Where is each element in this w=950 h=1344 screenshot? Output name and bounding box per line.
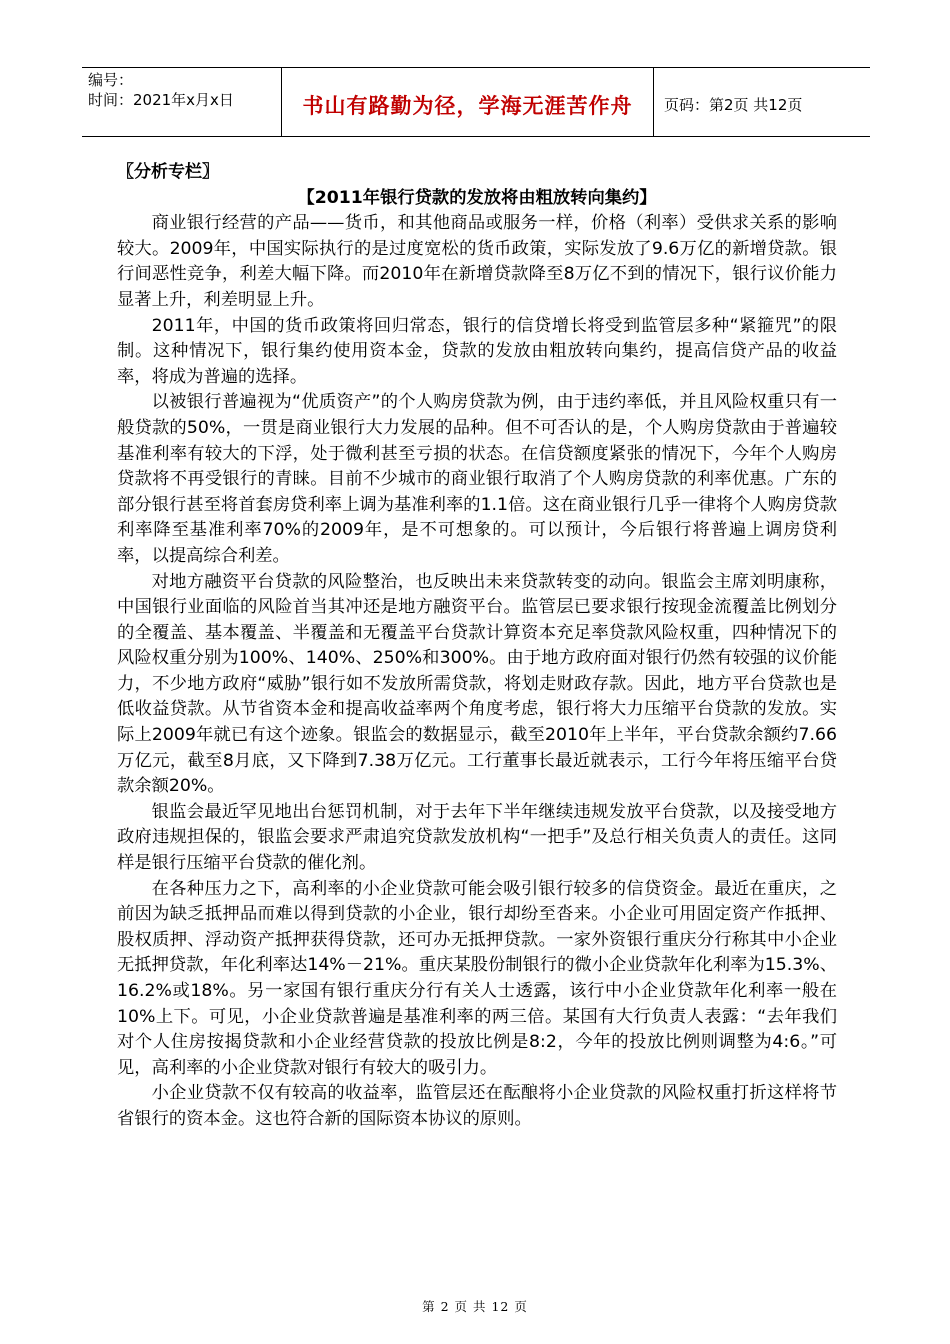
paragraph: 对地方融资平台贷款的风险整治，也反映出未来贷款转变的动向。银监会主席刘明康称，中国银行业面临的风险首当其冲还是地方融资平台。监管层已要求银行按现金流覆盖比例划分的全覆盖、基本覆盖、半覆盖和无覆盖平台贷款计算资本充足率贷款风险权重，四种情况下的风险权重分别为100%、140%、250%和300%。由于地方政府面对银行仍然有较强的议价能力，不少地方政府“威胁”银行如不发放所需贷款，将划走财政存款。因此，地方平台贷款也是低收益贷款。从节省资本金和提高收益率两个角度考虑，银行将大力压缩平台贷款的发放。实际上2009年就已有这个迹象。银监会的数据显示，截至2010年上半年，平台贷款余额约7.66万亿元，截至8月底，又下降到7.38万亿元。工行董事长最近就表示，工行今年将压缩平台贷款余额20%。 [117, 571, 837, 797]
header-motto: 书山有路勤为径，学海无涯苦作舟 [282, 68, 654, 136]
paragraph: 2011年，中国的货币政策将回归常态，银行的信贷增长将受到监管层多种“紧箍咒”的限制。这种情况下，银行集约使用资本金，贷款的发放由粗放转向集约，提高信贷产品的收益率，将成为普遍的选择。 [117, 315, 837, 387]
page-footer: 第 2 页 共 12 页 [422, 1299, 528, 1314]
header-page-info: 页码：第2页 共12页 [664, 95, 803, 114]
paragraph: 以被银行普遍视为“优质资产”的个人购房贷款为例，由于违约率低，并且风险权重只有一般贷款的50%，一贯是商业银行大力发展的品种。但不可否认的是，个人购房贷款由于普遍较基准利率有较大的下浮，处于微利甚至亏损的状态。在信贷额度紧张的情况下，今年个人购房贷款将不再受银行的青睐。目前不少城市的商业银行取消了个人购房贷款的利率优惠。广东的部分银行甚至将首套房贷利率上调为基准利率的1.1倍。这在商业银行几乎一律将个人购房贷款利率降至基准利率70%的2009年，是不可想象的。可以预计，今后银行将普遍上调房贷利率，以提高综合利差。 [117, 392, 837, 566]
section-label: 〖分析专栏〗 [117, 162, 219, 182]
document-body [117, 160, 837, 1133]
paragraph: 商业银行经营的产品——货币，和其他商品或服务一样，价格（利率）受供求关系的影响较大。2009年，中国实际执行的是过度宽松的货币政策，实际发放了9.6万亿的新增贷款。银行间恶性竞争，利差大幅下降。而2010年在新增贷款降至8万亿不到的情况下，银行议价能力显著上升，利差明显上升。 [117, 213, 837, 310]
document-code-label: 编号： [88, 71, 134, 89]
document-date: 时间：2021年x月x日 [88, 91, 234, 109]
header-meta [82, 68, 282, 136]
page-header [82, 67, 870, 137]
paragraph: 小企业贷款不仅有较高的收益率，监管层还在酝酿将小企业贷款的风险权重打折这样将节省银行的资本金。这也符合新的国际资本协议的原则。 [117, 1083, 837, 1129]
paragraph: 银监会最近罕见地出台惩罚机制，对于去年下半年继续违规发放平台贷款，以及接受地方政府违规担保的，银监会要求严肃追究贷款发放机构“一把手”及总行相关负责人的责任。这同样是银行压缩平台贷款的催化剂。 [117, 801, 837, 874]
paragraph: 在各种压力之下，高利率的小企业贷款可能会吸引银行较多的信贷资金。最近在重庆，之前因为缺乏抵押品而难以得到贷款的小企业，银行却纷至沓来。小企业可用固定资产作抵押、股权质押、浮动资产抵押获得贷款，还可办无抵押贷款。一家外资银行重庆分行称其中小企业无抵押贷款，年化利率达14%－21%。重庆某股份制银行的微小企业贷款年化利率为15.3%、16.2%或18%。另一家国有银行重庆分行有关人士透露，该行中小企业贷款年化利率一般在10%上下。可见，小企业贷款普遍是基准利率的两三倍。某国有大行负责人表露：“去年我们对个人住房按揭贷款和小企业经营贷款的投放比例是8:2，今年的投放比例则调整为4:6。”可见，高利率的小企业贷款对银行有较大的吸引力。 [117, 878, 837, 1078]
article-title: 【2011年银行贷款的发放将由粗放转向集约】 [297, 187, 657, 208]
